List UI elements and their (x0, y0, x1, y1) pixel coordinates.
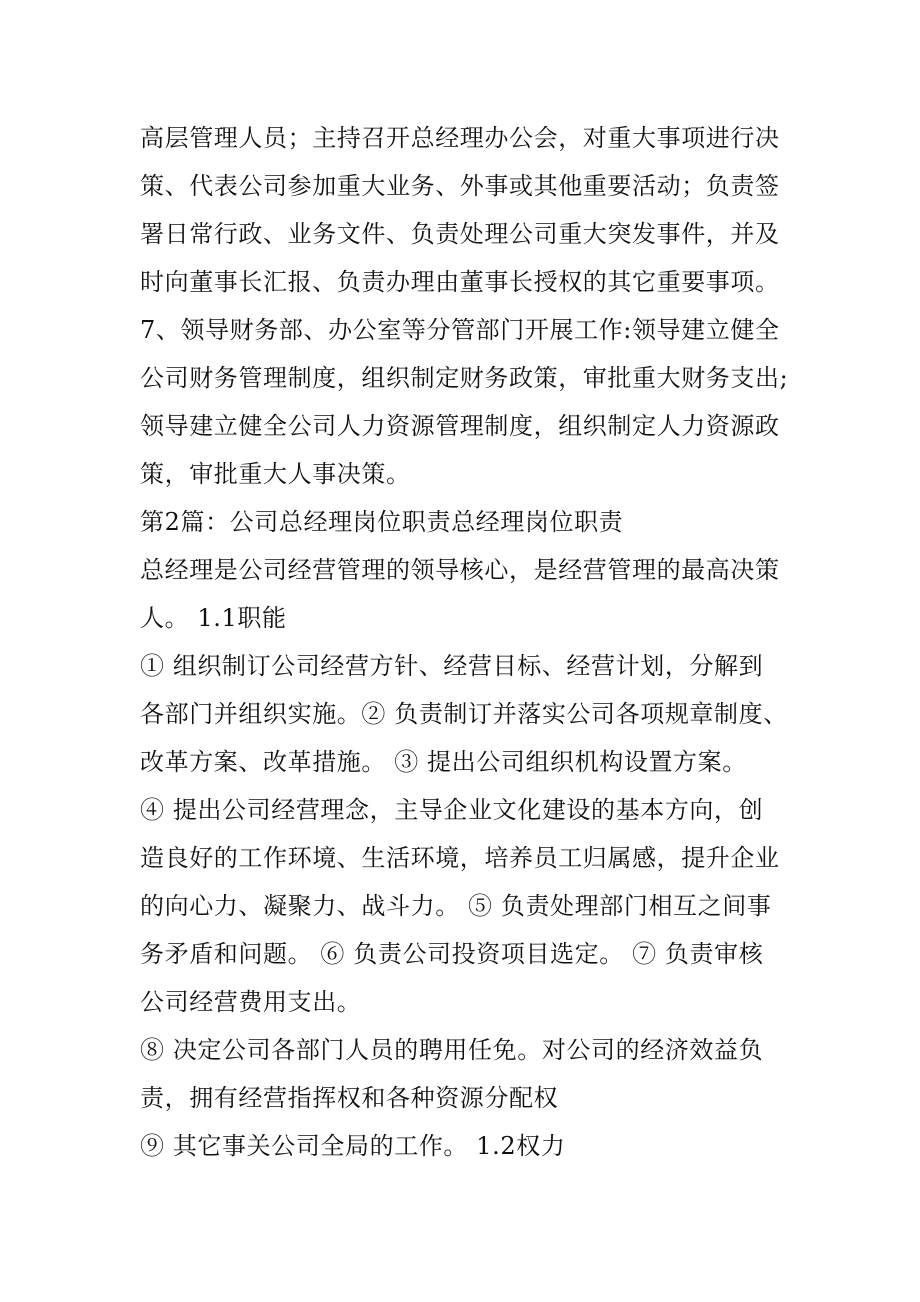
text-line: ⑨ 其它事关公司全局的工作。 1.2权力 (140, 1132, 566, 1160)
text-line: 7、领导财务部、办公室等分管部门开展工作:领导建立健全 (140, 316, 780, 344)
text-line: 公司财务管理制度，组织制定财务政策，审批重大财务支出; (140, 364, 789, 392)
text-line: 造良好的工作环境、生活环境，培养员工归属感，提升企业 (140, 844, 780, 872)
text-line: 改革方案、改革措施。 ③ 提出公司组织机构设置方案。 (140, 748, 747, 776)
text-line: ⑧ 决定公司各部门人员的聘用任免。对公司的经济效益负 (140, 1036, 764, 1064)
text-line: 责，拥有经营指挥权和各种资源分配权 (140, 1084, 559, 1112)
text-line: 各部门并组织实施。② 负责制订并落实公司各项规章制度、 (140, 700, 788, 728)
text-line: 策，审批重大人事决策。 (140, 460, 411, 488)
text-line: 高层管理人员；主持召开总经理办公会，对重大事项进行决 (140, 124, 780, 152)
text-line: 人。 1.1职能 (140, 604, 287, 632)
text-line: 总经理是公司经营管理的领导核心，是经营管理的最高决策 (140, 556, 780, 584)
text-line: 署日常行政、业务文件、负责处理公司重大突发事件，并及 (140, 220, 780, 248)
text-line: ④ 提出公司经营理念，主导企业文化建设的基本方向，创 (140, 796, 764, 824)
text-line: 的向心力、凝聚力、战斗力。 ⑤ 负责处理部门相互之间事 (140, 892, 772, 920)
text-line: 策、代表公司参加重大业务、外事或其他重要活动；负责签 (140, 172, 780, 200)
section-heading: 第2篇：公司总经理岗位职责总经理岗位职责 (140, 508, 624, 536)
text-line: 公司经营费用支出。 (140, 988, 362, 1016)
text-line: 领导建立健全公司人力资源管理制度，组织制定人力资源政 (140, 412, 780, 440)
text-line: 时向董事长汇报、负责办理由董事长授权的其它重要事项。 (140, 268, 780, 296)
text-line: ① 组织制订公司经营方针、经营目标、经营计划，分解到 (140, 652, 764, 680)
text-line: 务矛盾和问题。 ⑥ 负责公司投资项目选定。 ⑦ 负责审核 (140, 940, 764, 968)
